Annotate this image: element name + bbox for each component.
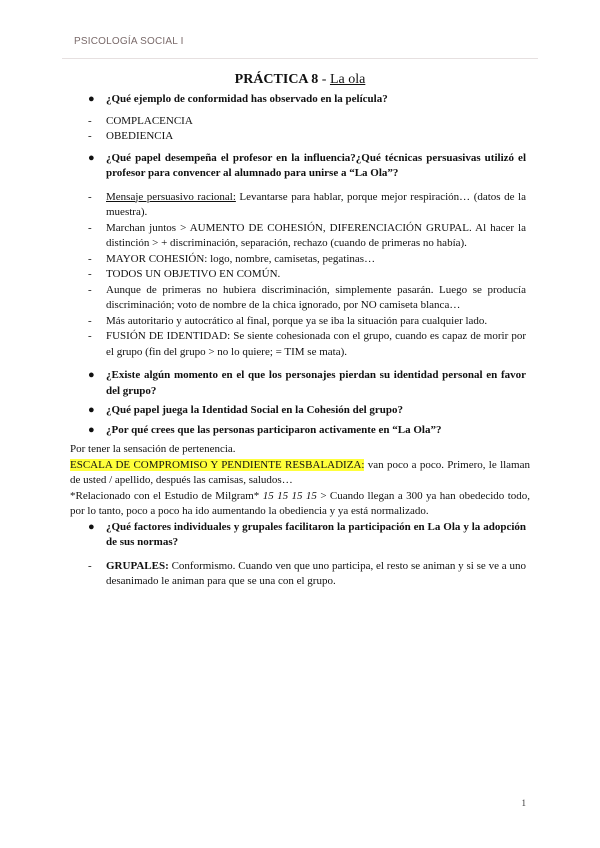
- bullet-icon: ●: [88, 151, 95, 164]
- dash-icon: -: [88, 190, 92, 203]
- title-separator: -: [318, 72, 330, 87]
- answer-item: - Mensaje persuasivo racional: Levantarse para hablar, porque mejor respiración… (datos de la muestra).: [88, 190, 526, 218]
- dash-icon: -: [88, 252, 92, 265]
- dash-icon: -: [88, 114, 92, 127]
- dash-icon: -: [88, 283, 92, 296]
- dash-icon: -: [88, 221, 92, 234]
- bullet-icon: ●: [88, 520, 95, 533]
- question-2: ● ¿Qué papel desempeña el profesor en la influencia?¿Qué técnicas persuasivas utilizó el profesor para convencer al alumnado para unirse a “La Ola”?: [88, 151, 526, 179]
- title-topic: La ola: [329, 72, 366, 87]
- title-practice: PRÁCTICA 8: [234, 72, 319, 87]
- dash-icon: -: [88, 559, 92, 572]
- header-divider: [62, 58, 538, 59]
- group-factors-label: GRUPALES:: [106, 559, 169, 572]
- question-5: ● ¿Por qué crees que las personas participaron activamente en “La Ola”?: [74, 423, 526, 439]
- page-header: PSICOLOGÍA SOCIAL I: [74, 36, 184, 47]
- answer-item: - Aunque de primeras no hubiera discriminación, simplemente pasarán. Luego se producía discriminación; voto de nombre de la chica ignorado, por NO camiseta blanca…: [88, 283, 526, 311]
- bullet-icon: ●: [88, 404, 95, 416]
- question-4: ● ¿Qué papel juega la Identidad Social en la Cohesión del grupo?: [74, 403, 526, 419]
- paragraph: ESCALA DE COMPROMISO Y PENDIENTE RESBALADIZA: van poco a poco. Primero, le llaman de usted / apellido, después las camisas, saludos…: [70, 458, 530, 486]
- paragraph: Por tener la sensación de pertenencia.: [70, 443, 236, 455]
- page-title: [0, 72, 600, 88]
- question-3: ● ¿Existe algún momento en el que los personajes pierdan su identidad personal en favor del grupo?: [88, 369, 526, 397]
- bullet-icon: ●: [88, 369, 95, 381]
- paragraph: *Relacionado con el Estudio de Milgram* 15 15 15 15 > Cuando llegan a 300 ya han obedecido todo, por lo tanto, poco a poco ha ido aumentando la obediencia y ya está normalizado.: [70, 489, 530, 517]
- persuasion-label: Mensaje persuasivo racional:: [106, 190, 236, 203]
- question-1: ● ¿Qué ejemplo de conformidad has observado en la película?: [74, 92, 526, 108]
- highlighted-phrase: ESCALA DE COMPROMISO Y PENDIENTE RESBALADIZA:: [70, 458, 365, 471]
- answer-item: - Más autoritario y autocrático al final, porque ya se iba la situación para cualquier lado.: [74, 314, 526, 330]
- bullet-icon: ●: [88, 423, 95, 436]
- bullet-icon: ●: [88, 93, 95, 105]
- document-body: [70, 92, 530, 590]
- free-text-block: [70, 442, 530, 520]
- answer-item: - TODOS UN OBJETIVO EN COMÚN.: [74, 267, 526, 283]
- answer-item: - MAYOR COHESIÓN: logo, nombre, camisetas, pegatinas…: [74, 252, 526, 268]
- answer-item: - COMPLACENCIA: [74, 114, 526, 130]
- page-number: 1: [521, 798, 526, 808]
- dash-icon: -: [88, 130, 92, 142]
- question-6: ● ¿Qué factores individuales y grupales facilitaron la participación en La Ola y la adopción de sus normas?: [88, 520, 526, 548]
- dash-icon: -: [88, 268, 92, 280]
- dash-icon: -: [88, 314, 92, 327]
- answer-item: - OBEDIENCIA: [74, 129, 526, 145]
- answer-item: - Marchan juntos > AUMENTO DE COHESIÓN, DIFERENCIACIÓN GRUPAL. Al hacer la distinción > + discriminación, separación, rechazo (cuando de primeras no había).: [88, 221, 526, 249]
- answer-item: - FUSIÓN DE IDENTIDAD: Se siente cohesionada con el grupo, cuando es capaz de morir por el grupo (fin del grupo > no lo quiere; = TIM se mata).: [88, 330, 526, 358]
- answer-item: - GRUPALES: Conformismo. Cuando ven que uno participa, el resto se animan y si se ve a uno desanimado le animan para que se una con el grupo.: [88, 559, 526, 587]
- dash-icon: -: [88, 330, 92, 342]
